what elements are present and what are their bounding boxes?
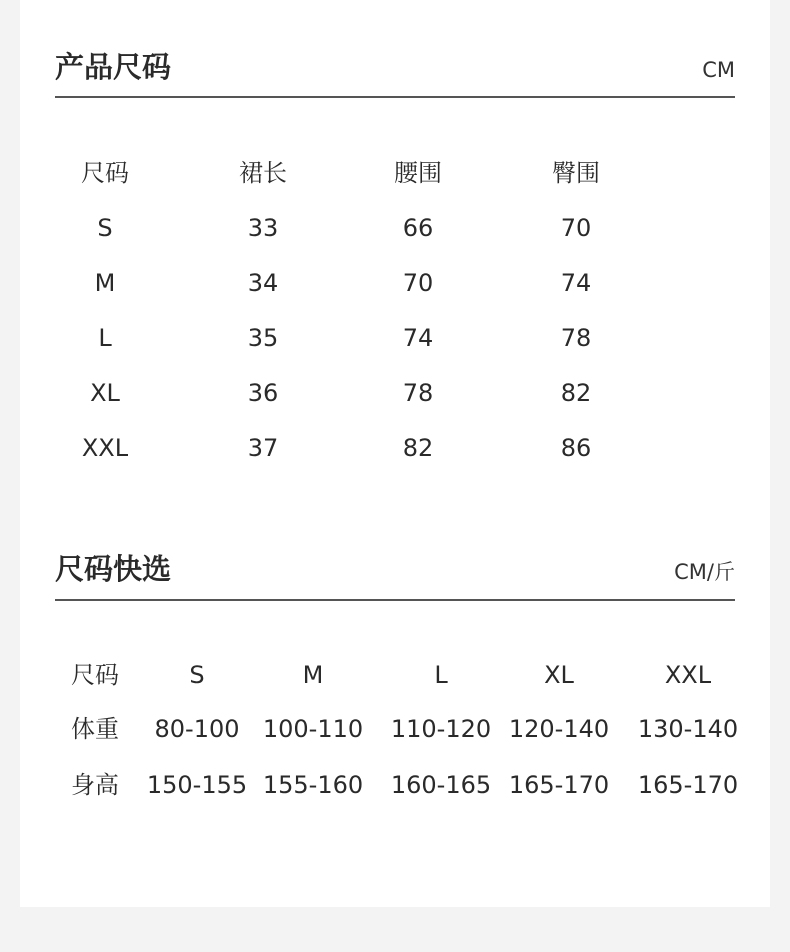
- size-quick-table-cell: 身高: [71, 771, 119, 799]
- size-quick-table-cell: 80-100: [154, 715, 240, 743]
- product-size-header-cell: 臀围: [552, 159, 600, 187]
- size-quick-header-cell: XXL: [664, 661, 712, 689]
- size-quick-table-cell: 155-160: [262, 771, 364, 799]
- product-size-header-cell: 腰围: [394, 159, 442, 187]
- product-size-table-cell: 70: [402, 269, 434, 297]
- product-size-table-cell: 74: [560, 269, 592, 297]
- size-quick-table-cell: 130-140: [637, 715, 739, 743]
- size-quick-title: 尺码快选: [55, 552, 172, 586]
- product-size-unit: CM: [702, 58, 735, 82]
- size-quick-header-cell: S: [189, 661, 205, 689]
- product-size-table-cell: S: [97, 214, 113, 242]
- product-size-table-cell: M: [94, 269, 116, 297]
- product-size-table-cell: 34: [247, 269, 279, 297]
- product-size-table-cell: 35: [247, 324, 279, 352]
- product-size-table-cell: 78: [402, 379, 434, 407]
- product-size-title: 产品尺码: [55, 50, 172, 84]
- size-quick-divider: [55, 599, 735, 601]
- size-quick-table-cell: 120-140: [508, 715, 610, 743]
- size-quick-header-cell: 尺码: [71, 661, 119, 689]
- size-quick-table-cell: 150-155: [146, 771, 248, 799]
- product-size-table-cell: 86: [560, 434, 592, 462]
- product-size-table-cell: 82: [560, 379, 592, 407]
- size-quick-header-cell: XL: [544, 661, 574, 689]
- size-quick-table-cell: 110-120: [390, 715, 492, 743]
- product-size-table-cell: 78: [560, 324, 592, 352]
- product-size-table-cell: 33: [247, 214, 279, 242]
- size-quick-unit: CM/斤: [674, 560, 735, 584]
- product-size-table-cell: 70: [560, 214, 592, 242]
- size-quick-table-cell: 体重: [71, 715, 119, 743]
- product-size-header-cell: 裙长: [239, 159, 287, 187]
- product-size-table-cell: 74: [402, 324, 434, 352]
- product-size-table-cell: XXL: [81, 434, 129, 462]
- product-size-header-cell: 尺码: [81, 159, 129, 187]
- size-quick-table-cell: 165-170: [637, 771, 739, 799]
- size-quick-table-cell: 100-110: [262, 715, 364, 743]
- product-size-table-cell: 66: [402, 214, 434, 242]
- product-size-table-cell: L: [98, 324, 112, 352]
- product-size-table-cell: XL: [90, 379, 120, 407]
- size-quick-header-cell: L: [434, 661, 448, 689]
- size-quick-table-cell: 160-165: [390, 771, 492, 799]
- product-size-divider: [55, 96, 735, 98]
- size-quick-header-cell: M: [302, 661, 324, 689]
- product-size-table-cell: 82: [402, 434, 434, 462]
- product-size-table-cell: 36: [247, 379, 279, 407]
- size-quick-table-cell: 165-170: [508, 771, 610, 799]
- product-size-table-cell: 37: [247, 434, 279, 462]
